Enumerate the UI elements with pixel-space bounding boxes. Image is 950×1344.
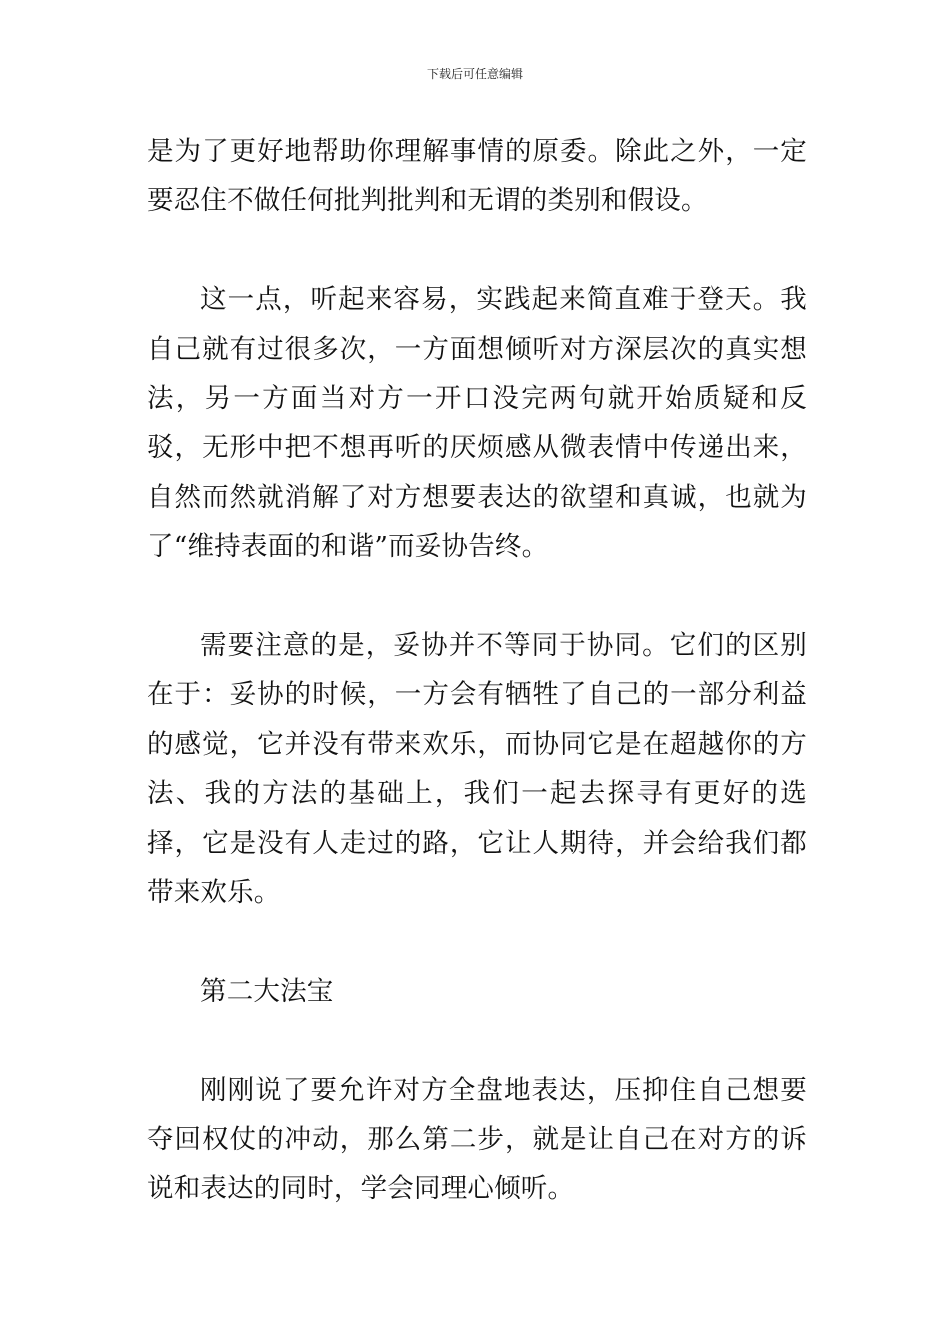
paragraph: 这一点，听起来容易，实践起来简直难于登天。我自己就有过很多次，一方面想倾听对方深层次的真实想法，另一方面当对方一开口没完两句就开始质疑和反驳，无形中把不想再听的厌烦感从微表情中传递出来，自然而然就消解了对方想要表达的欲望和真诚，也就为了“维持表面的和谐”而妥协告终。: [147, 284, 807, 563]
section-heading: 第二大法宝: [200, 975, 334, 1007]
paragraph: 刚刚说了要允许对方全盘地表达，压抑住自己想要夺回权仗的冲动，那么第二步，就是让自己在对方的诉说和表达的同时，学会同理心倾听。: [147, 1074, 807, 1205]
paragraph-gap: [147, 1016, 807, 1065]
paragraph-gap: [147, 226, 807, 275]
paragraph-gap: [147, 917, 807, 966]
page-header: 下载后可任意编辑: [426, 67, 523, 81]
paragraph-continuation: 是为了更好地帮助你理解事情的原委。除此之外，一定要忍住不做任何批判批判和无谓的类别和假设。: [147, 136, 807, 217]
document-body: [147, 127, 807, 1214]
paragraph: 需要注意的是，妥协并不等同于协同。它们的区别在于：妥协的时候，一方会有牺牲了自己的一部分利益的感觉，它并没有带来欢乐，而协同它是在超越你的方法、我的方法的基础上，我们一起去探寻有更好的选择，它是没有人走过的路，它让人期待，并会给我们都带来欢乐。: [147, 630, 807, 909]
paragraph-gap: [147, 572, 807, 621]
